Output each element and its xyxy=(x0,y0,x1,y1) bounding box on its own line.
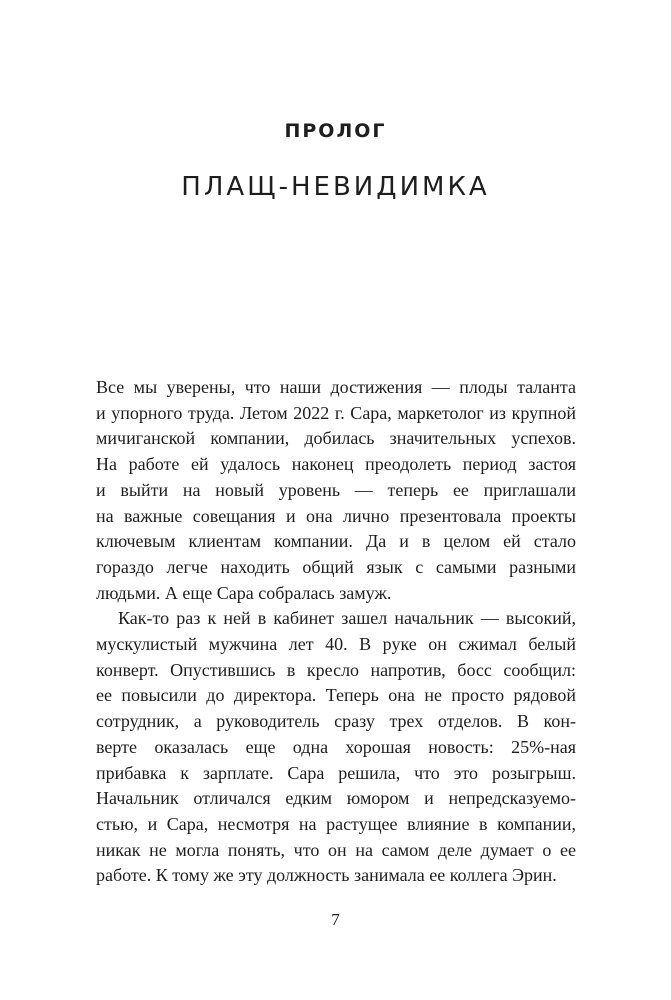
text-line: и выйти на новый уровень — теперь ее приглашали xyxy=(96,479,576,500)
text-line: и упорного труда. Летом 2022 г. Сара, маркетолог из крупной xyxy=(96,402,576,423)
text-line: Все мы уверены, что наши достижения — плоды таланта xyxy=(96,377,576,397)
text-line: мичиганской компании, добилась значительных успехов. xyxy=(96,428,576,449)
text-line: ключевым клиентам компании. Да и в целом ей стало xyxy=(96,531,576,552)
text-line: стью, и Сара, несмотря на растущее влияние в компании, xyxy=(96,813,576,834)
text-line: ее повысили до директора. Теперь она не просто рядовой xyxy=(96,685,576,706)
body-text xyxy=(96,375,576,889)
chapter-title: ПЛАЩ-НЕВИДИМКА xyxy=(181,172,490,202)
text-line: конверт. Опустившись в кресло напротив, босс сообщил: xyxy=(96,659,576,680)
chapter-label: ПРОЛОГ xyxy=(284,120,387,142)
page-number: 7 xyxy=(331,910,340,929)
text-line: на важные совещания и она лично презентовала проекты xyxy=(96,505,576,526)
text-line: мускулистый мужчина лет 40. В руке он сжимал белый xyxy=(96,634,576,655)
text-line: никак не могла понять, что он на самом деле думает о ее xyxy=(96,839,576,860)
text-line: прибавка к зарплате. Сара решила, что это розыгрыш. xyxy=(96,762,576,783)
paragraph-1 xyxy=(96,375,576,606)
text-line: сотрудник, а руководитель сразу трех отделов. В кон- xyxy=(96,711,576,732)
text-line: людьми. А еще Сара собралась замуж. xyxy=(96,582,392,603)
paragraph-2 xyxy=(96,606,576,889)
text-line: Начальник отличался едким юмором и непредсказуемо- xyxy=(96,788,576,809)
text-line: верте оказалась еще одна хорошая новость: 25%-ная xyxy=(96,736,576,757)
text-line: Как-то раз к ней в кабинет зашел начальник — высокий, xyxy=(118,608,576,629)
text-line: работе. К тому же эту должность занимала ее коллега Эрин. xyxy=(96,865,557,886)
text-line: гораздо легче находить общий язык с самыми разными xyxy=(96,556,576,577)
text-line: На работе ей удалось наконец преодолеть период застоя xyxy=(96,454,576,475)
